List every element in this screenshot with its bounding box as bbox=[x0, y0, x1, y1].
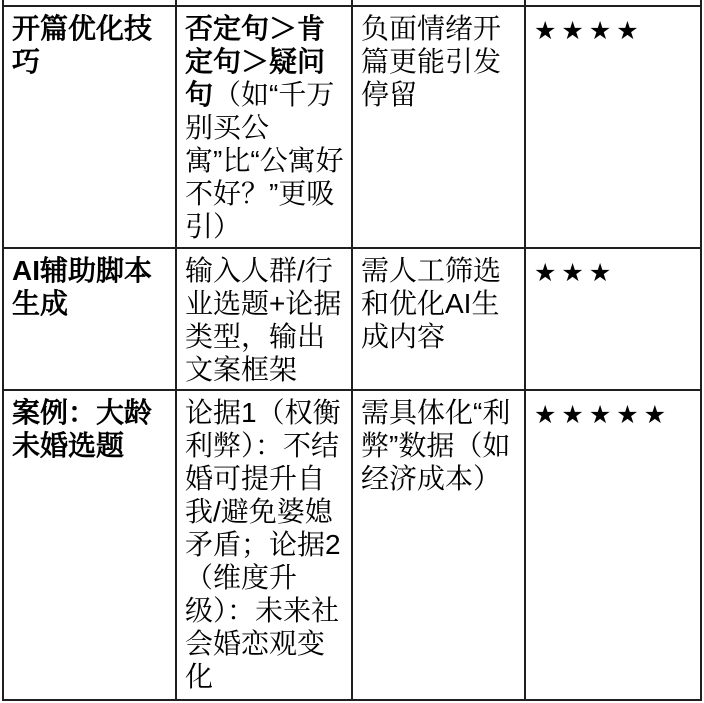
table-top-spacer bbox=[353, 0, 526, 7]
note-cell bbox=[353, 249, 526, 391]
method-cell bbox=[177, 249, 353, 391]
table-top-spacer bbox=[177, 0, 353, 7]
feature-text: 开篇优化技巧 bbox=[12, 13, 153, 77]
table-top-spacer bbox=[526, 0, 700, 7]
method-text: （如“千万别买公寓”比“公寓好不好？”更吸引） bbox=[185, 79, 344, 242]
rating-cell bbox=[526, 7, 700, 249]
rating-cell bbox=[526, 249, 700, 391]
note-cell bbox=[353, 7, 526, 249]
feature-text: 案例：大龄未婚选题 bbox=[12, 397, 153, 461]
method-text: 输入人群/行业选题+论据类型，输出文案框架 bbox=[185, 255, 342, 385]
note-text: 需具体化“利弊”数据（如经济成本） bbox=[361, 397, 511, 494]
rating-stars: ★★★★★ bbox=[534, 401, 672, 429]
rating-stars: ★★★★ bbox=[534, 17, 644, 45]
method-text: 论据1（权衡利弊）：不结婚可提升自我/避免婆媳矛盾；论据2（维度升级）：未来社会婚恋观变化 bbox=[185, 397, 341, 692]
method-cell bbox=[177, 391, 353, 699]
feature-text: AI辅助脚本生成 bbox=[12, 255, 153, 319]
feature-cell bbox=[4, 7, 177, 249]
table-top-spacer bbox=[4, 0, 177, 7]
feature-cell bbox=[4, 249, 177, 391]
content-script-table bbox=[2, 0, 702, 701]
note-cell bbox=[353, 391, 526, 699]
method-bold-text: 否定句＞肯定句＞疑问句 bbox=[185, 13, 326, 110]
feature-cell bbox=[4, 391, 177, 699]
rating-cell bbox=[526, 391, 700, 699]
rating-stars: ★★★ bbox=[534, 259, 617, 287]
method-cell bbox=[177, 7, 353, 249]
note-text: 负面情绪开篇更能引发停留 bbox=[361, 13, 502, 110]
note-text: 需人工筛选和优化AI生成内容 bbox=[361, 255, 502, 352]
